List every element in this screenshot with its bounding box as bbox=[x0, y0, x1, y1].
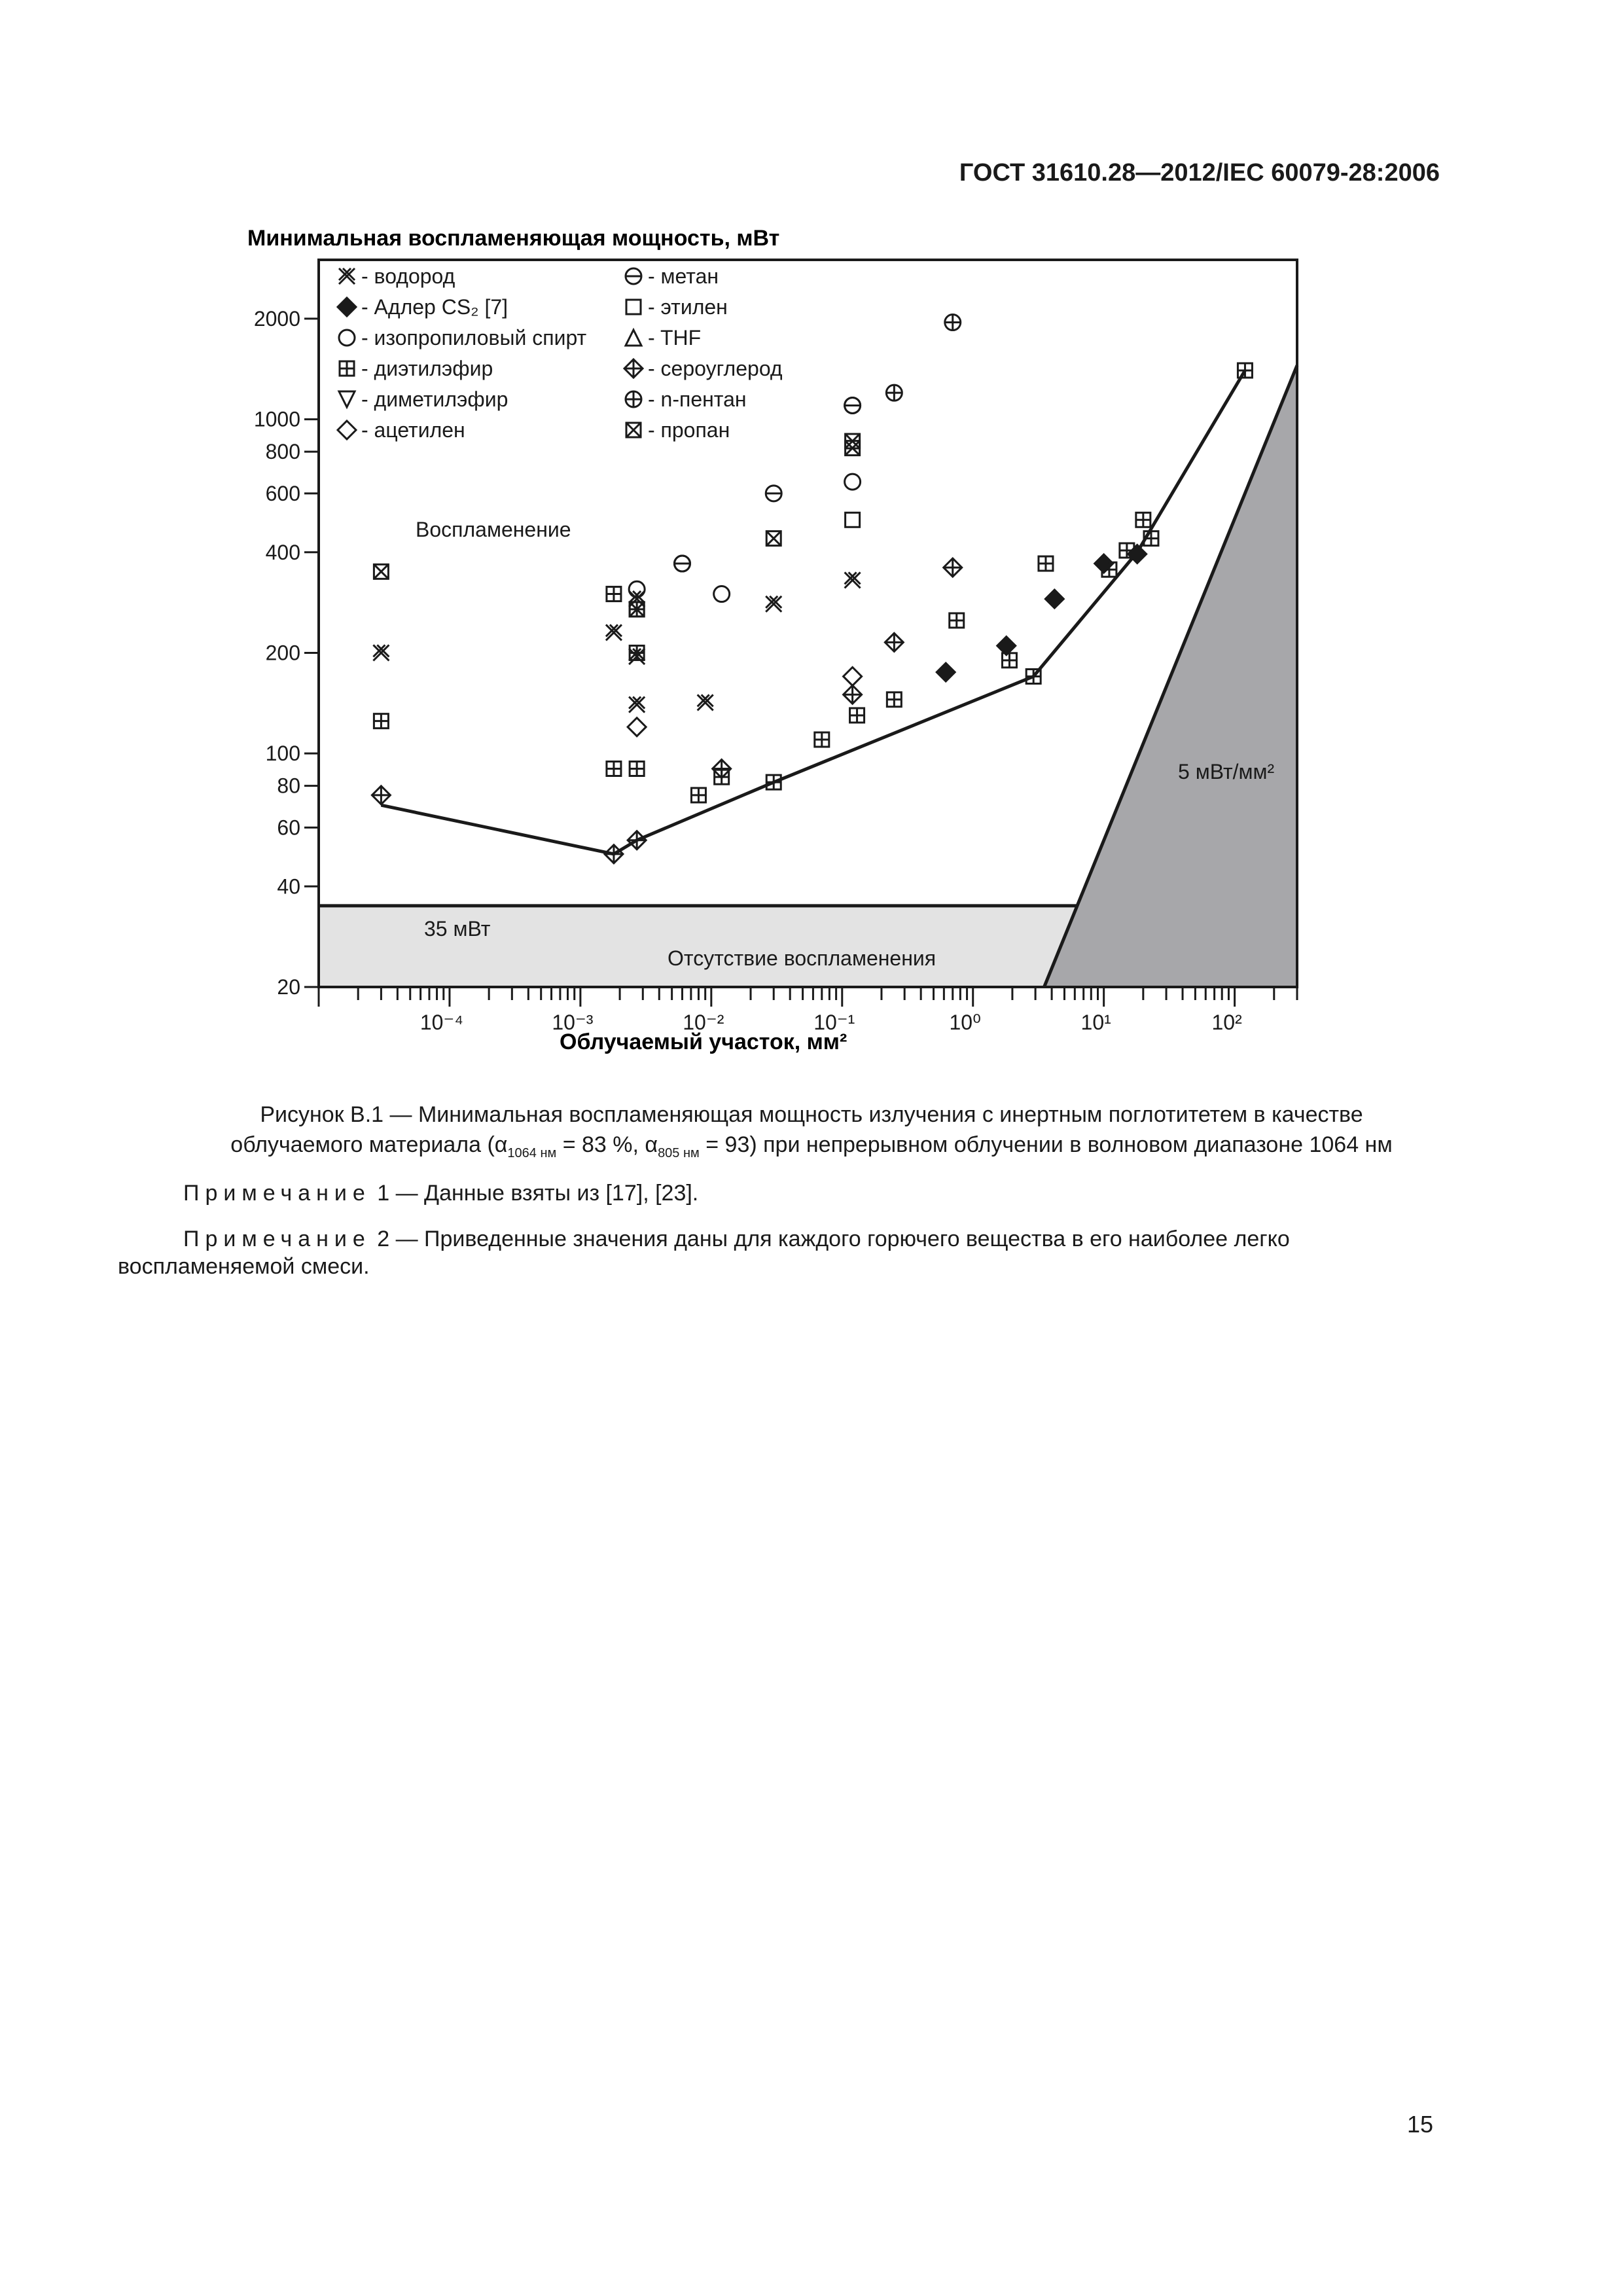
legend-marker-acetylene bbox=[338, 421, 356, 439]
legend-marker-isopropyl bbox=[339, 330, 355, 346]
marker-part bbox=[628, 718, 646, 736]
legend-label-thf: - THF bbox=[648, 326, 702, 350]
legend-marker-dimethyl bbox=[339, 391, 355, 407]
caption-line-2 bbox=[105, 1130, 1518, 1168]
note-2 bbox=[118, 1224, 1499, 1254]
marker-part bbox=[936, 663, 955, 681]
data-point-methane bbox=[674, 556, 690, 571]
ignition-region-label: Воспламенение bbox=[416, 518, 571, 541]
y-axis-label: Минимальная воспламеняющая мощность, мВт bbox=[247, 226, 780, 251]
legend-label-diethyl: - диэтилэфир bbox=[361, 357, 493, 380]
data-point-acetylene bbox=[628, 718, 646, 736]
x-tick-label: 10² bbox=[1211, 1011, 1242, 1034]
legend-label-adler: - Адлер CS₂ [7] bbox=[361, 295, 508, 319]
caption-alpha-sub: 1064 нм bbox=[507, 1145, 557, 1160]
data-point-cs2 bbox=[885, 633, 903, 651]
data-point-diethyl bbox=[1039, 556, 1053, 571]
data-point-cs2 bbox=[944, 558, 962, 577]
x-tick-label: 10⁰ bbox=[949, 1011, 981, 1034]
legend-marker-adler bbox=[338, 298, 356, 316]
marker-part bbox=[339, 330, 355, 346]
legend-label-methane: - метан bbox=[648, 264, 719, 288]
data-point-hydrogen bbox=[606, 624, 622, 640]
data-point-hydrogen bbox=[845, 572, 861, 588]
data-point-hydrogen bbox=[629, 697, 645, 713]
legend-marker-thf bbox=[626, 330, 641, 346]
legend-marker-methane bbox=[626, 268, 641, 284]
data-point-cs2 bbox=[628, 831, 646, 850]
x-tick-label: 10¹ bbox=[1080, 1011, 1111, 1034]
marker-part bbox=[714, 586, 730, 602]
y-tick-label: 100 bbox=[265, 742, 300, 766]
data-point-diethyl bbox=[950, 613, 964, 628]
data-point-isopropyl bbox=[714, 586, 730, 602]
ignition-power-chart bbox=[0, 0, 1623, 1086]
note-text: 1 — Данные взяты из [17], [23]. bbox=[370, 1181, 699, 1206]
data-point-pentane bbox=[945, 315, 961, 331]
marker-part bbox=[626, 330, 641, 346]
marker-part bbox=[626, 300, 641, 314]
y-tick-label: 40 bbox=[277, 874, 300, 899]
y-tick-label: 80 bbox=[277, 774, 300, 798]
caption-alpha-sub: 805 нм bbox=[658, 1145, 700, 1160]
data-point-diethyl bbox=[691, 788, 705, 802]
data-point-hydrogen bbox=[766, 596, 781, 612]
note-lead: Примечание bbox=[183, 1181, 371, 1206]
note-lead: Примечание bbox=[183, 1227, 371, 1251]
no-ignition-region-label: Отсутствие воспламенения bbox=[668, 946, 936, 970]
ignition-curve bbox=[381, 370, 1245, 854]
x-tick-label: 10⁻¹ bbox=[813, 1011, 855, 1034]
data-point-diethyl bbox=[374, 714, 388, 728]
power-limit-label: 35 мВт bbox=[424, 917, 491, 941]
note-1 bbox=[118, 1178, 1499, 1208]
marker-part bbox=[845, 474, 861, 490]
data-point-methane bbox=[766, 486, 781, 501]
y-tick-label: 2000 bbox=[253, 306, 300, 331]
page-number: 15 bbox=[1406, 2111, 1433, 2138]
marker-part bbox=[846, 512, 860, 527]
data-point-diethyl bbox=[1136, 512, 1150, 527]
caption-alpha: α bbox=[645, 1132, 658, 1157]
legend-label-ethylene: - этилен bbox=[648, 295, 728, 319]
caption-alpha: α bbox=[494, 1132, 508, 1157]
data-point-adler bbox=[1045, 590, 1063, 608]
x-tick-label: 10⁻⁴ bbox=[419, 1011, 464, 1034]
data-point-diethyl bbox=[1144, 531, 1158, 546]
data-point-isopropyl bbox=[845, 474, 861, 490]
data-point-diethyl bbox=[887, 692, 901, 707]
legend-label-isopropyl: - изопропиловый спирт bbox=[361, 326, 587, 350]
marker-part bbox=[844, 667, 862, 685]
legend-marker-diethyl bbox=[340, 361, 354, 376]
caption-text: = 93) при непрерывном облучении в волновом диапазоне 1064 нм bbox=[699, 1132, 1393, 1157]
legend-label-acetylene: - ацетилен bbox=[361, 418, 465, 442]
y-tick-label: 1000 bbox=[253, 407, 300, 431]
legend-marker-ethylene bbox=[626, 300, 641, 314]
data-point-diethyl bbox=[1238, 363, 1252, 378]
legend-label-pentane: - n-пентан bbox=[648, 387, 747, 411]
data-point-cs2 bbox=[605, 845, 623, 863]
figure-caption bbox=[105, 1100, 1518, 1168]
y-tick-label: 200 bbox=[265, 641, 300, 665]
data-point-adler bbox=[936, 663, 955, 681]
y-tick-label: 800 bbox=[265, 440, 300, 464]
data-point-diethyl bbox=[607, 762, 621, 776]
legend-marker-cs2 bbox=[624, 359, 643, 378]
note-text: 2 — Приведенные значения даны для каждого горючего вещества в его наиболее легко bbox=[370, 1227, 1290, 1251]
legend-label-hydrogen: - водород bbox=[361, 264, 455, 288]
data-point-hydrogen bbox=[698, 694, 713, 710]
density-limit-label: 5 мВт/мм² bbox=[1178, 760, 1275, 783]
data-point-diethyl bbox=[850, 708, 865, 723]
note-2-continuation: воспламеняемой смеси. bbox=[118, 1254, 370, 1279]
y-tick-label: 60 bbox=[277, 816, 300, 840]
marker-part bbox=[339, 391, 355, 407]
data-point-propane bbox=[766, 531, 781, 546]
caption-text: = 83 %, bbox=[556, 1132, 645, 1157]
data-point-pentane bbox=[886, 385, 902, 401]
data-point-diethyl bbox=[815, 732, 829, 747]
document-standard-number: ГОСТ 31610.28—2012/IEC 60079-28:2006 bbox=[959, 159, 1440, 187]
caption-text: облучаемого материала ( bbox=[230, 1132, 495, 1157]
marker-part bbox=[1045, 590, 1063, 608]
y-tick-label: 20 bbox=[277, 975, 300, 999]
data-point-hydrogen bbox=[373, 645, 389, 660]
data-point-diethyl bbox=[766, 775, 781, 789]
data-point-cs2 bbox=[844, 685, 862, 704]
data-point-propane bbox=[374, 564, 388, 579]
y-tick-label: 600 bbox=[265, 481, 300, 505]
data-point-diethyl bbox=[1002, 653, 1016, 668]
caption-line-1: Рисунок В.1 — Минимальная воспламеняющая мощность излучения с инертным поглотитетем в качестве bbox=[260, 1102, 1363, 1127]
data-point-acetylene bbox=[844, 667, 862, 685]
data-point-diethyl bbox=[630, 762, 644, 776]
legend-label-dimethyl: - диметилэфир bbox=[361, 387, 508, 411]
y-tick-label: 400 bbox=[265, 540, 300, 564]
legend-marker-propane bbox=[626, 423, 641, 437]
x-tick-label: 10⁻² bbox=[683, 1011, 724, 1034]
legend-label-propane: - пропан bbox=[648, 418, 730, 442]
x-tick-label: 10⁻³ bbox=[552, 1011, 594, 1034]
x-axis-label: Облучаемый участок, мм² bbox=[560, 1030, 847, 1054]
data-point-diethyl bbox=[607, 587, 621, 601]
legend-marker-pentane bbox=[626, 391, 641, 407]
legend-label-cs2: - сероуглерод bbox=[648, 357, 783, 380]
legend-marker-hydrogen bbox=[339, 268, 355, 284]
data-point-ethylene bbox=[846, 512, 860, 527]
marker-part bbox=[338, 421, 356, 439]
data-point-cs2 bbox=[372, 786, 390, 804]
data-point-methane bbox=[845, 397, 861, 413]
marker-part bbox=[338, 298, 356, 316]
